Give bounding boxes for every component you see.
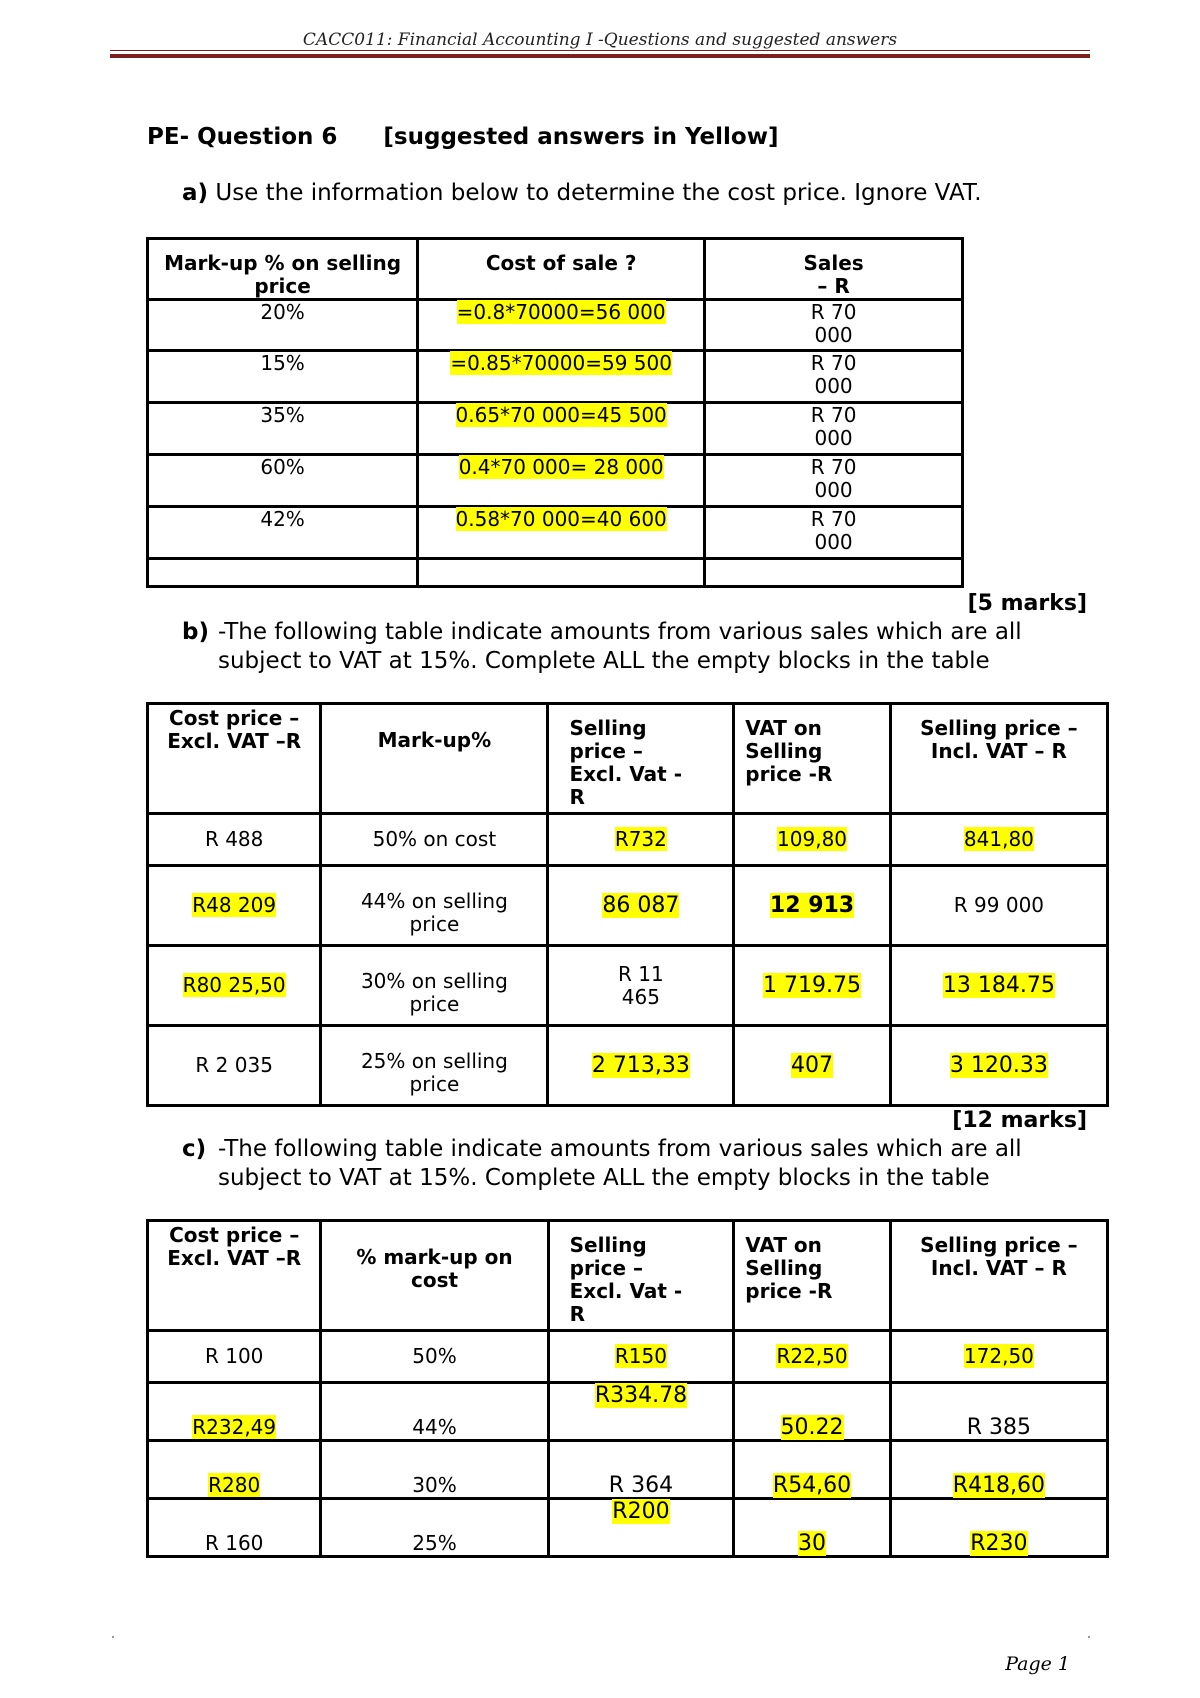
table-c-header (148, 1221, 1108, 1331)
table-row (148, 814, 1108, 866)
table-cell (148, 866, 321, 946)
part-b-marks: [12 marks] (952, 1108, 1087, 1133)
table-cell (548, 1026, 734, 1106)
answer-highlight: 109,80 (777, 827, 848, 851)
table-cell (734, 1331, 891, 1383)
part-a-text: Use the information below to determine the cost price. Ignore VAT. (215, 180, 982, 206)
answer-highlight: 0.58*70 000=40 600 (455, 507, 667, 531)
table-cell (890, 1331, 1107, 1383)
table-cell: 44% (321, 1383, 548, 1441)
table-cell (548, 1499, 734, 1557)
table-cell: 60% (148, 455, 418, 507)
table-c-header-cell: Cost price – Excl. VAT –R (148, 1221, 321, 1331)
table-cell: R 70 000 (705, 351, 963, 403)
table-cell (890, 1026, 1107, 1106)
table-cell (548, 814, 734, 866)
table-row (148, 1441, 1108, 1499)
table-c-header-cell: Selling price – Excl. Vat -R (548, 1221, 734, 1331)
table-a-header-cell: Sales – R (705, 239, 963, 300)
table-a-header-cell: Cost of sale ? (418, 239, 705, 300)
table-row (148, 403, 963, 455)
table-cell (890, 1441, 1107, 1499)
part-b-instruction (182, 618, 1082, 676)
table-cell (418, 507, 705, 559)
table-cell: 50% on cost (321, 814, 548, 866)
part-c-text: -The following table indicate amounts from various sales which are all subject to VAT at 15%. Complete ALL the empty blocks in the table (218, 1136, 1022, 1191)
question-number: PE- Question 6 (147, 124, 338, 150)
table-cell: R 70 000 (705, 300, 963, 351)
answer-highlight: R334.78 (594, 1383, 688, 1408)
table-row (148, 866, 1108, 946)
table-cell (418, 559, 705, 587)
answer-highlight: R150 (614, 1344, 667, 1368)
table-b-header-cell: Selling price – Excl. Vat -R (548, 704, 734, 814)
answer-highlight: 30 (798, 1531, 827, 1556)
table-b (146, 702, 1109, 1107)
question-title (147, 124, 778, 150)
table-row (148, 1331, 1108, 1383)
answer-highlight: 86 087 (602, 893, 680, 918)
table-cell (148, 1441, 321, 1499)
answer-highlight: 50.22 (780, 1415, 844, 1440)
table-cell (734, 1383, 891, 1441)
part-a-label: a) (182, 180, 209, 206)
answer-highlight: R732 (614, 827, 667, 851)
table-c-header-cell: VAT on Selling price -R (734, 1221, 891, 1331)
part-b-label: b) (182, 619, 209, 645)
answer-highlight: R22,50 (776, 1344, 848, 1368)
table-row (148, 1026, 1108, 1106)
part-a-marks: [5 marks] (967, 591, 1087, 616)
table-cell: R 99 000 (890, 866, 1107, 946)
table-a-header-cell: Mark-up % on selling price (148, 239, 418, 300)
answer-highlight: 172,50 (963, 1344, 1034, 1368)
table-b-header-cell: Cost price – Excl. VAT –R (148, 704, 321, 814)
table-cell: 15% (148, 351, 418, 403)
table-row (148, 1383, 1108, 1441)
answer-highlight: R48 209 (192, 893, 277, 917)
answer-highlight: 0.4*70 000= 28 000 (458, 455, 664, 479)
table-cell (734, 1026, 891, 1106)
table-cell: 50% (321, 1331, 548, 1383)
table-cell: R 2 035 (148, 1026, 321, 1106)
answer-highlight: R280 (208, 1473, 261, 1497)
table-row (148, 1499, 1108, 1557)
table-cell: R 364 (548, 1441, 734, 1499)
table-cell: 30% on selling price (321, 946, 548, 1026)
table-cell: 42% (148, 507, 418, 559)
table-cell (418, 300, 705, 351)
table-a-header (148, 239, 963, 300)
table-cell: R 70 000 (705, 507, 963, 559)
answer-highlight: R232,49 (192, 1415, 277, 1439)
table-cell (548, 866, 734, 946)
table-cell (418, 351, 705, 403)
table-b-header (148, 704, 1108, 814)
table-cell (890, 946, 1107, 1026)
table-row (148, 300, 963, 351)
answer-highlight: 841,80 (963, 827, 1034, 851)
table-a (146, 237, 964, 588)
answer-highlight: R80 25,50 (182, 973, 286, 997)
answer-highlight: 2 713,33 (591, 1053, 690, 1078)
table-cell: R 488 (148, 814, 321, 866)
table-cell (734, 866, 891, 946)
table-c-header-cell: % mark-up on cost (321, 1221, 548, 1331)
part-b-text: -The following table indicate amounts from various sales which are all subject to VAT at 15%. Complete ALL the empty blocks in the table (218, 619, 1022, 674)
answer-highlight: 0.65*70 000=45 500 (455, 403, 667, 427)
table-cell (418, 403, 705, 455)
answer-highlight: R200 (612, 1499, 670, 1524)
table-cell: R 385 (890, 1383, 1107, 1441)
table-cell (890, 814, 1107, 866)
answer-highlight: =0.8*70000=56 000 (456, 300, 666, 324)
table-cell (418, 455, 705, 507)
header-rule (110, 54, 1090, 58)
page-number: Page 1 (1005, 1653, 1070, 1675)
table-cell: 35% (148, 403, 418, 455)
corner-mark (1088, 1636, 1090, 1638)
table-cell: 30% (321, 1441, 548, 1499)
table-c (146, 1219, 1109, 1558)
table-cell: 44% on selling price (321, 866, 548, 946)
table-row (148, 946, 1108, 1026)
table-cell (148, 559, 418, 587)
table-b-header-cell: VAT on Selling price -R (734, 704, 891, 814)
table-cell (148, 946, 321, 1026)
page-header: CACC011: Financial Accounting I -Questions and suggested answers (302, 30, 898, 50)
question-note: [suggested answers in Yellow] (383, 124, 779, 150)
table-c-header-cell: Selling price – Incl. VAT – R (890, 1221, 1107, 1331)
part-a-instruction (182, 179, 982, 208)
table-row (148, 455, 963, 507)
table-cell: R 160 (148, 1499, 321, 1557)
answer-highlight: R54,60 (772, 1473, 852, 1498)
table-cell (734, 814, 891, 866)
table-b-header-cell: Mark-up% (321, 704, 548, 814)
answer-highlight: 13 184.75 (942, 973, 1055, 998)
answer-highlight: 407 (791, 1053, 834, 1078)
part-c-label: c) (182, 1136, 207, 1162)
answer-highlight: R418,60 (952, 1473, 1046, 1498)
table-row (148, 351, 963, 403)
table-cell (734, 1441, 891, 1499)
table-cell: R 70 000 (705, 455, 963, 507)
table-cell (705, 559, 963, 587)
answer-highlight: 12 913 (769, 893, 855, 918)
table-cell: 25% (321, 1499, 548, 1557)
table-cell (734, 946, 891, 1026)
table-cell: R 100 (148, 1331, 321, 1383)
table-cell: 25% on selling price (321, 1026, 548, 1106)
answer-highlight: =0.85*70000=59 500 (450, 351, 672, 375)
table-cell (734, 1499, 891, 1557)
answer-highlight: 1 719.75 (763, 973, 862, 998)
table-cell (148, 1383, 321, 1441)
table-row-empty (148, 559, 963, 587)
corner-mark (112, 1636, 114, 1638)
table-row (148, 507, 963, 559)
table-cell (890, 1499, 1107, 1557)
table-cell: 20% (148, 300, 418, 351)
part-c-instruction (182, 1135, 1082, 1193)
answer-highlight: 3 120.33 (949, 1053, 1048, 1078)
answer-highlight: R230 (970, 1531, 1028, 1556)
table-cell: R 11 465 (548, 946, 734, 1026)
header-rule-thin (110, 50, 1090, 51)
table-cell (548, 1331, 734, 1383)
table-b-header-cell: Selling price – Incl. VAT – R (890, 704, 1107, 814)
table-cell: R 70 000 (705, 403, 963, 455)
table-cell (548, 1383, 734, 1441)
